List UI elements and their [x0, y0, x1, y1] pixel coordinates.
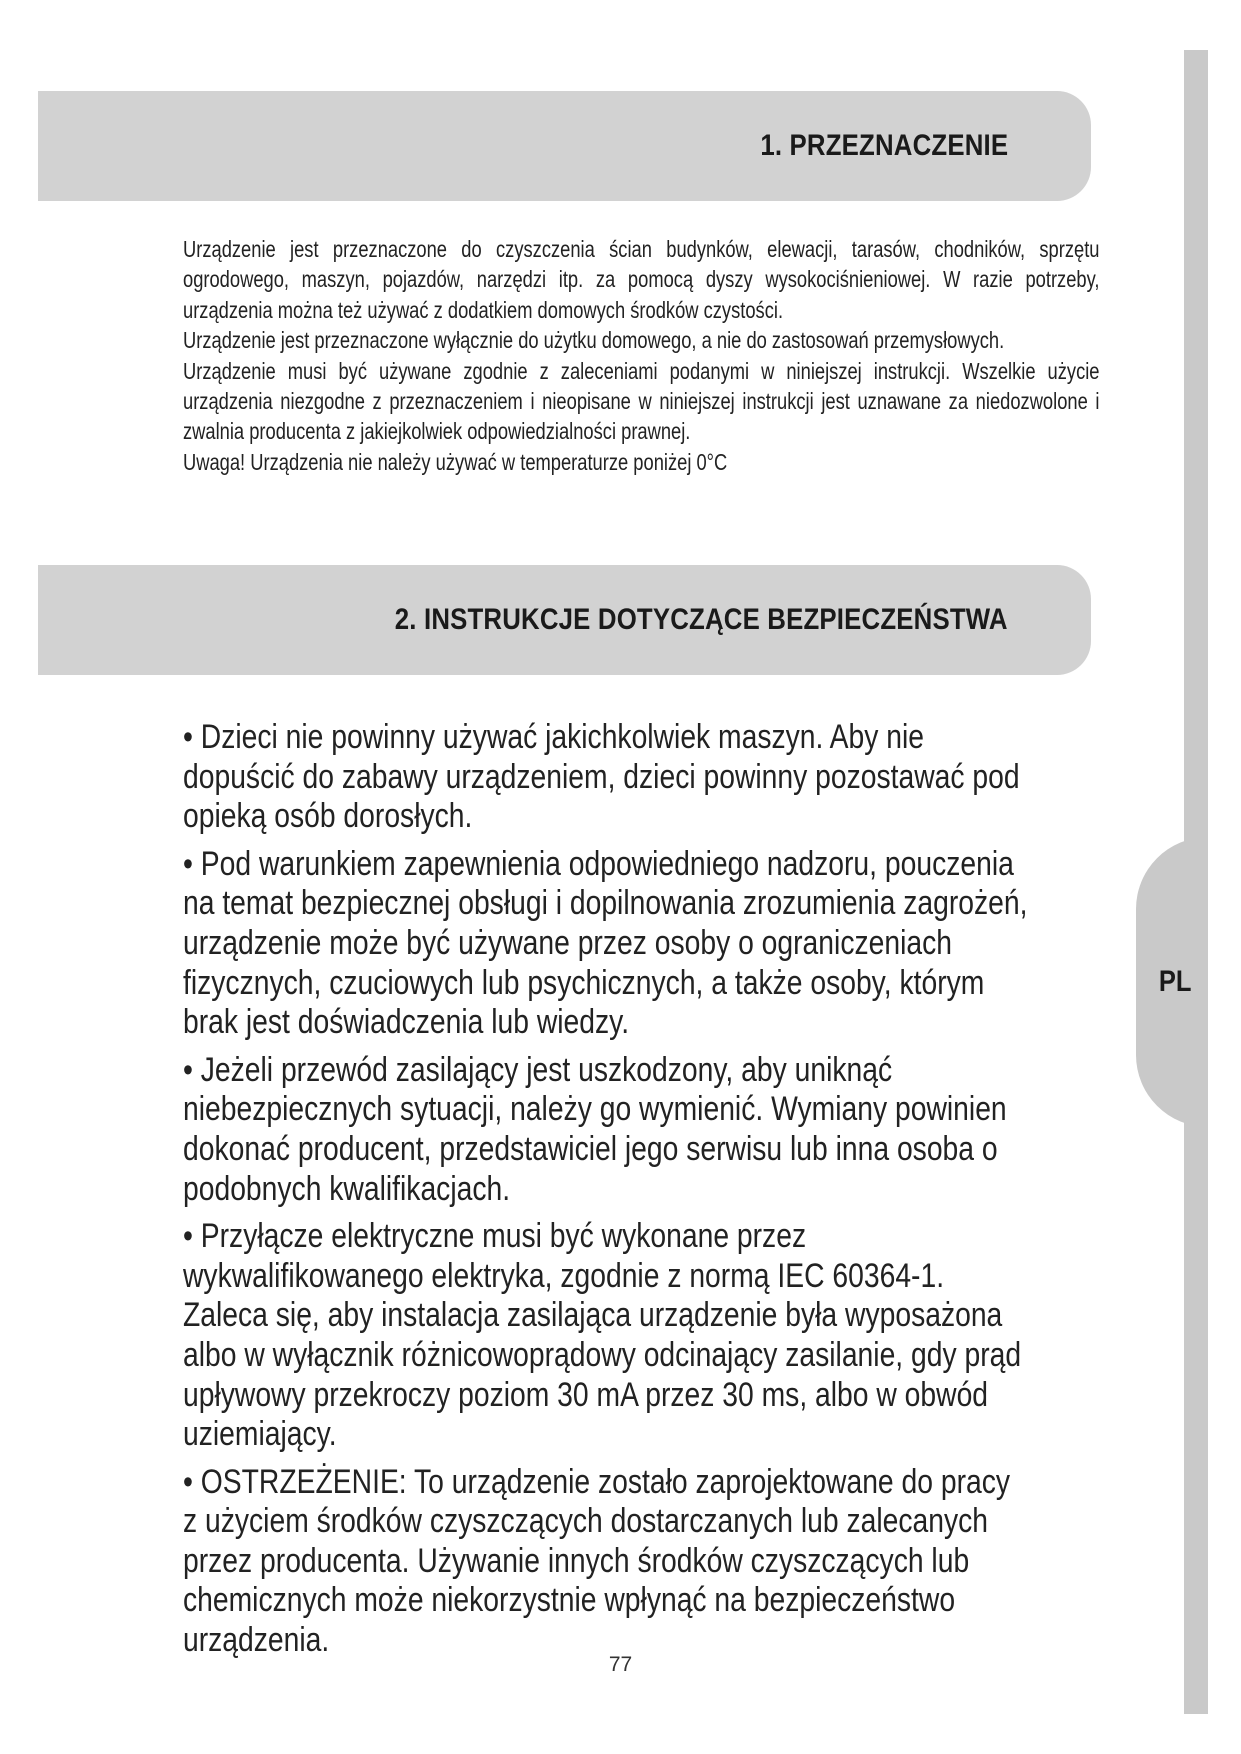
safety-item-electrical-connection: • Przyłącze elektryczne musi być wykonane przez wykwalifikowanego elektryka, zgodnie z normą IEC 60364-1. Zaleca się, aby instalacja zasilająca urządzenie była wyposażona albo w wyłącznik różnicowoprądowy odcinający zasilanie, gdy prąd upływowy przekroczy poziom 30 mA przez 30 ms, albo w obwód uziemiający. [183, 1217, 1022, 1454]
paragraph-temperature-warning: Uwaga! Urządzenia nie należy używać w temperaturze poniżej 0°C [183, 448, 728, 475]
safety-item-children: • Dzieci nie powinny używać jakichkolwiek maszyn. Aby nie dopuścić do zabawy urządzeniem, dzieci powinny pozostawać pod opieką osób dorosłych. [183, 718, 1020, 836]
section-body-przeznaczenie [183, 234, 1100, 477]
paragraph-usage-rules: Urządzenie musi być używane zgodnie z zaleceniami podanymi w niniejszej instrukcji. Wszelkie użycie urządzenia niezgodne z przeznaczeniem i nieopisane w niniejszej instrukcji jest uznawane za niedozwolone i zwalnia producenta z jakiejkolwiek odpowiedzialności prawnej. [183, 357, 1100, 445]
section-title-bezpieczenstwo: 2. INSTRUKCJE DOTYCZĄCE BEZPIECZEŃSTWA [395, 603, 1008, 636]
section-title-przeznaczenie: 1. PRZEZNACZENIE [760, 129, 1008, 162]
section-header-1 [38, 91, 1091, 201]
paragraph-domestic-use: Urządzenie jest przeznaczone wyłącznie do użytku domowego, a nie do zastosowań przemysłowych. [183, 327, 1005, 354]
section-header-2 [38, 565, 1091, 675]
language-tab [1136, 837, 1208, 1127]
safety-item-cleaning-agents-warning: • OSTRZEŻENIE: To urządzenie zostało zaprojektowane do pracy z użyciem środków czyszczących dostarczanych lub zalecanych przez producenta. Używanie innych środków czyszczących lub chemicznych może niekorzystnie wpłynąć na bezpieczeństwo urządzenia. [183, 1462, 1011, 1660]
safety-item-supervision: • Pod warunkiem zapewnienia odpowiedniego nadzoru, pouczenia na temat bezpiecznej obsługi i dopilnowania zrozumienia zagrożeń, urządzenie może być używane przez osoby o ograniczeniach fizycznych, czuciowych lub psychicznych, a także osoby, którym brak jest doświadczenia lub wiedzy. [183, 844, 1028, 1042]
safety-item-power-cord: • Jeżeli przewód zasilający jest uszkodzony, aby uniknąć niebezpiecznych sytuacji, należy go wymienić. Wymiany powinien dokonać producent, przedstawiciel jego serwisu lub inna osoba o podobnych kwalifikacjach. [183, 1050, 1007, 1208]
section-body-bezpieczenstwo [183, 718, 1028, 1669]
page-number: 77 [608, 1653, 633, 1676]
language-tab-label: PL [1158, 965, 1192, 998]
paragraph-purpose: Urządzenie jest przeznaczone do czyszczenia ścian budynków, elewacji, tarasów, chodników, sprzętu ogrodowego, maszyn, pojazdów, narzędzi itp. za pomocą dyszy wysokociśnieniowej. W razie potrzeby, urządzenia można też używać z dodatkiem domowych środków czystości. [183, 236, 1100, 323]
